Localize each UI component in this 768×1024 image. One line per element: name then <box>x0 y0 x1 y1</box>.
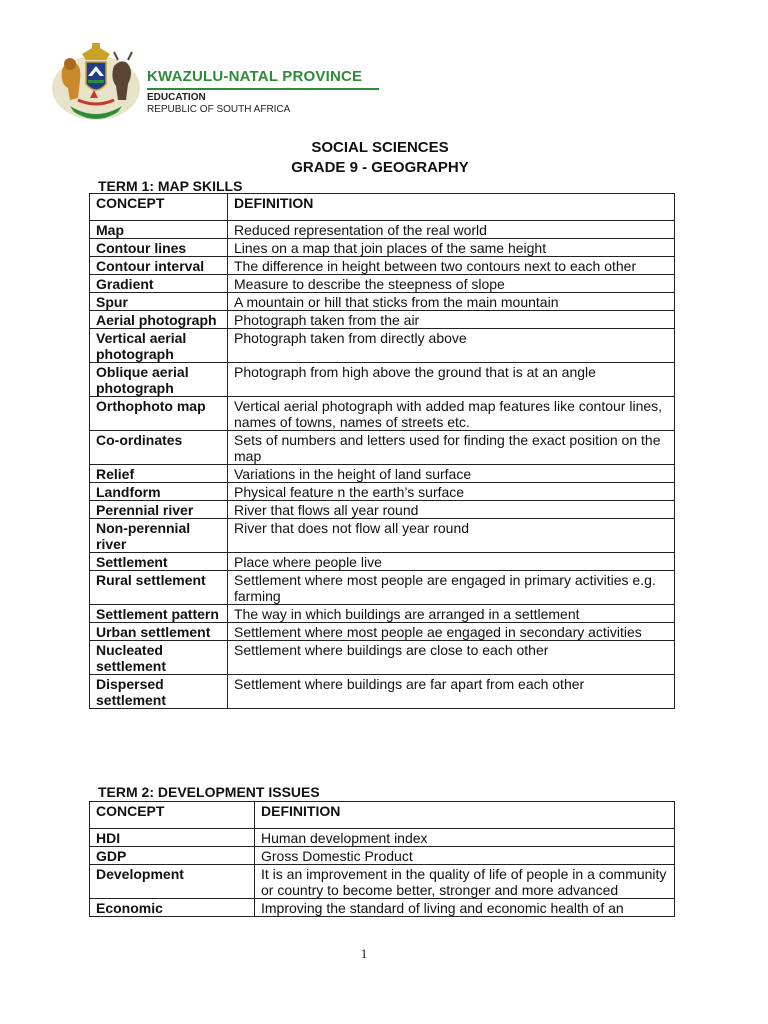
definition-cell: Sets of numbers and letters used for finding the exact position on the map <box>228 431 675 465</box>
concept-header: CONCEPT <box>90 194 228 221</box>
definition-cell: Settlement where most people ae engaged in secondary activities <box>228 623 675 641</box>
definition-cell: Variations in the height of land surface <box>228 465 675 483</box>
definition-cell: Vertical aerial photograph with added map features like contour lines, names of towns, names of streets etc. <box>228 397 675 431</box>
concept-cell: Spur <box>90 293 228 311</box>
definition-cell: Photograph from high above the ground that is at an angle <box>228 363 675 397</box>
concept-cell: Co-ordinates <box>90 431 228 465</box>
definition-cell: Reduced representation of the real world <box>228 221 675 239</box>
concept-cell: Non-perennial river <box>90 519 228 553</box>
definition-cell: River that flows all year round <box>228 501 675 519</box>
definition-cell: Improving the standard of living and economic health of an <box>255 899 675 917</box>
concept-cell: Contour lines <box>90 239 228 257</box>
table-row <box>90 465 675 483</box>
concept-cell: Gradient <box>90 275 228 293</box>
table-header-row <box>90 194 675 221</box>
definition-header: DEFINITION <box>228 194 675 221</box>
concept-cell: Dispersed settlement <box>90 675 228 709</box>
province-name: KWAZULU-NATAL PROVINCE <box>147 68 363 85</box>
definition-cell: It is an improvement in the quality of life of people in a community or country to become better, stronger and more advanced <box>255 865 675 899</box>
concept-cell: Orthophoto map <box>90 397 228 431</box>
page-title: SOCIAL SCIENCES <box>311 139 449 156</box>
concept-cell: Economic <box>90 899 255 917</box>
table-header-row <box>90 802 675 829</box>
term2-table <box>89 801 675 917</box>
term1-heading: TERM 1: MAP SKILLS <box>98 178 243 194</box>
page-subtitle: GRADE 9 - GEOGRAPHY <box>291 159 469 176</box>
table-row <box>90 829 675 847</box>
table-row <box>90 293 675 311</box>
definition-cell: A mountain or hill that sticks from the main mountain <box>228 293 675 311</box>
table-row <box>90 431 675 465</box>
concept-cell: HDI <box>90 829 255 847</box>
concept-cell: Development <box>90 865 255 899</box>
table-row <box>90 519 675 553</box>
country-name: REPUBLIC OF SOUTH AFRICA <box>147 104 291 115</box>
definition-cell: The difference in height between two contours next to each other <box>228 257 675 275</box>
table-row <box>90 257 675 275</box>
table-row <box>90 865 675 899</box>
table-row <box>90 641 675 675</box>
definition-cell: Photograph taken from the air <box>228 311 675 329</box>
table-row <box>90 397 675 431</box>
letterhead <box>48 40 388 122</box>
definition-cell: Settlement where buildings are far apart from each other <box>228 675 675 709</box>
concept-cell: Nucleated settlement <box>90 641 228 675</box>
concept-cell: Settlement <box>90 553 228 571</box>
definition-cell: Gross Domestic Product <box>255 847 675 865</box>
definition-cell: Photograph taken from directly above <box>228 329 675 363</box>
page-number: 1 <box>360 946 368 961</box>
concept-cell: Settlement pattern <box>90 605 228 623</box>
term1-table <box>89 193 675 709</box>
table-row <box>90 571 675 605</box>
definition-cell: River that does not flow all year round <box>228 519 675 553</box>
table-row <box>90 605 675 623</box>
concept-cell: Contour interval <box>90 257 228 275</box>
department-name: EDUCATION <box>147 92 206 103</box>
definition-cell: Settlement where buildings are close to each other <box>228 641 675 675</box>
concept-cell: Relief <box>90 465 228 483</box>
table-row <box>90 483 675 501</box>
concept-cell: Rural settlement <box>90 571 228 605</box>
definition-header: DEFINITION <box>255 802 675 829</box>
concept-header: CONCEPT <box>90 802 255 829</box>
concept-cell: Aerial photograph <box>90 311 228 329</box>
concept-cell: GDP <box>90 847 255 865</box>
table-row <box>90 363 675 397</box>
table-row <box>90 221 675 239</box>
definition-cell: Physical feature n the earth’s surface <box>228 483 675 501</box>
term2-heading: TERM 2: DEVELOPMENT ISSUES <box>98 784 320 800</box>
table-row <box>90 329 675 363</box>
table-row <box>90 275 675 293</box>
definition-cell: The way in which buildings are arranged in a settlement <box>228 605 675 623</box>
definition-cell: Human development index <box>255 829 675 847</box>
table-row <box>90 239 675 257</box>
definition-cell: Place where people live <box>228 553 675 571</box>
concept-cell: Perennial river <box>90 501 228 519</box>
definition-cell: Settlement where most people are engaged in primary activities e.g. farming <box>228 571 675 605</box>
divider <box>147 88 379 90</box>
definition-cell: Lines on a map that join places of the same height <box>228 239 675 257</box>
table-row <box>90 553 675 571</box>
coat-of-arms-icon <box>48 40 144 122</box>
concept-cell: Vertical aerial photograph <box>90 329 228 363</box>
table-row <box>90 899 675 917</box>
concept-cell: Landform <box>90 483 228 501</box>
table-row <box>90 847 675 865</box>
definition-cell: Measure to describe the steepness of slope <box>228 275 675 293</box>
table-row <box>90 501 675 519</box>
concept-cell: Urban settlement <box>90 623 228 641</box>
table-row <box>90 623 675 641</box>
concept-cell: Map <box>90 221 228 239</box>
table-row <box>90 311 675 329</box>
table-row <box>90 675 675 709</box>
concept-cell: Oblique aerial photograph <box>90 363 228 397</box>
